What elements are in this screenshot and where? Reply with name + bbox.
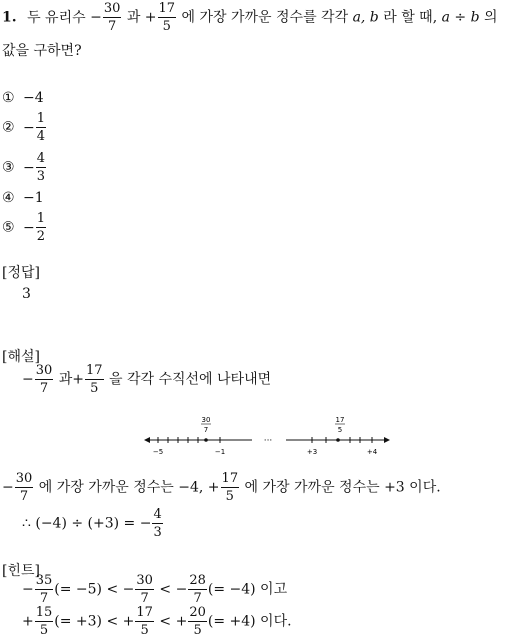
- nl-left-num: 30: [201, 416, 211, 424]
- hint-frac-28-7: $\frac{28}{7}$: [189, 573, 206, 606]
- expl-conj: 과+: [58, 371, 84, 388]
- hint-frac-20-5: $\frac{20}{5}$: [189, 605, 206, 638]
- frac1-sign: −: [90, 9, 102, 26]
- question-number: 1.: [2, 9, 17, 26]
- choice-2-sign: −: [23, 119, 35, 136]
- frac2-sign: +: [144, 9, 157, 26]
- question-intro: 두 유리수: [27, 9, 86, 26]
- expl-line-2-a: 에 가장 가까운 정수는: [38, 479, 174, 496]
- choice-3-marker: ③: [2, 159, 15, 176]
- choice-2[interactable]: [2, 112, 47, 143]
- choice-1-value: −4: [23, 90, 44, 106]
- nl-dots: ···: [263, 436, 273, 446]
- fraction-30-7: $\frac{30}{7}$: [103, 1, 121, 34]
- hint-label: [힌트]: [2, 563, 40, 579]
- choice-2-fraction: $\frac{1}{4}$: [36, 111, 46, 144]
- number-line-diagram: [140, 412, 400, 458]
- question-line-2: 값을 구하면?: [2, 43, 82, 59]
- choice-4-value: −1: [23, 190, 44, 206]
- hint-row-1: − $\frac{35}{7}$ (= −5) < − $\frac{30}{7}$ < − $\frac{28}{7}$ (= −4) 이고: [22, 573, 288, 606]
- hint-frac-35-7: $\frac{35}{7}$: [35, 573, 53, 606]
- answer-label: [정답]: [2, 265, 40, 281]
- choice-4-marker: ④: [2, 190, 15, 206]
- expl2-fraction-30-7: $\frac{30}{7}$: [15, 471, 33, 504]
- choice-3-sign: −: [23, 159, 35, 176]
- choice-2-marker: ②: [2, 119, 15, 136]
- nl-right-tick-1: +3: [306, 448, 318, 456]
- nl-right-den: 5: [337, 426, 343, 434]
- explanation-line-2: − $\frac{30}{7}$ 에 가장 가까운 정수는 −4, + $\frac{17}{5}$ 에 가장 가까운 정수는 +3 이다.: [2, 471, 441, 504]
- expl-line-2-c: 에 가장 가까운 정수는: [244, 479, 380, 496]
- nl-left-den: 7: [203, 426, 209, 434]
- expl-line-1-suffix: 을 각각 수직선에 나타내면: [109, 371, 272, 388]
- hint-frac-15-5: $\frac{15}{5}$: [35, 605, 53, 638]
- choice-3[interactable]: [2, 152, 47, 183]
- expl2-fraction-17-5: $\frac{17}{5}$: [221, 471, 239, 504]
- expl-fraction-17-5: $\frac{17}{5}$: [86, 363, 103, 396]
- fraction-17-5: $\frac{17}{5}$: [158, 1, 176, 34]
- hint-row-2: + $\frac{15}{5}$ (= +3) < + $\frac{17}{5}$ < + $\frac{20}{5}$ (= +4) 이다.: [22, 605, 292, 638]
- question-text-2: 에 가장 가까운 정수를 각각: [181, 9, 349, 26]
- choice-1-marker: ①: [2, 90, 15, 106]
- question-text-3: 라 할 때,: [383, 9, 438, 26]
- explanation-line-1: − $\frac{30}{7}$ 과+ $\frac{17}{5}$ 을 각각 수직선에 나타내면: [22, 363, 272, 396]
- question-vars: a, b: [352, 9, 379, 26]
- choice-1[interactable]: [2, 90, 44, 106]
- question-text-4: 의: [484, 9, 498, 26]
- question-line-1: [2, 2, 498, 33]
- choice-5-fraction: $\frac{1}{2}$: [36, 211, 46, 244]
- choice-4[interactable]: [2, 190, 44, 206]
- choice-5[interactable]: [2, 212, 47, 243]
- hint-frac-30-7: $\frac{30}{7}$: [136, 573, 153, 606]
- expl-line-3-prefix: ∴ (−4) ÷ (+3) = −: [22, 515, 152, 532]
- expl-line-2-val1: −4: [178, 479, 199, 496]
- question-conj: 과: [126, 9, 141, 26]
- expl-line-2-val2: +3: [384, 479, 405, 496]
- expl-line-2-b: , +: [198, 479, 220, 496]
- nl-right-num: 17: [335, 416, 345, 424]
- hint-frac-17-5: $\frac{17}{5}$: [136, 605, 153, 638]
- explanation-line-3: [22, 508, 164, 539]
- nl-right-tick-2: +4: [366, 448, 378, 456]
- choice-5-sign: −: [23, 219, 35, 236]
- expl-fraction-30-7: $\frac{30}{7}$: [35, 363, 53, 396]
- nl-left-tick-1: −5: [152, 448, 164, 456]
- explanation-label: [해설]: [2, 349, 40, 365]
- expl3-fraction-4-3: $\frac{4}{3}$: [153, 507, 162, 540]
- expl-line-2-d: 이다.: [409, 479, 441, 496]
- choice-5-marker: ⑤: [2, 219, 15, 236]
- question-expr: a ÷ b: [441, 9, 480, 26]
- nl-left-tick-2: −1: [214, 448, 226, 456]
- answer-value: 3: [22, 286, 31, 302]
- choice-3-fraction: $\frac{4}{3}$: [36, 151, 46, 184]
